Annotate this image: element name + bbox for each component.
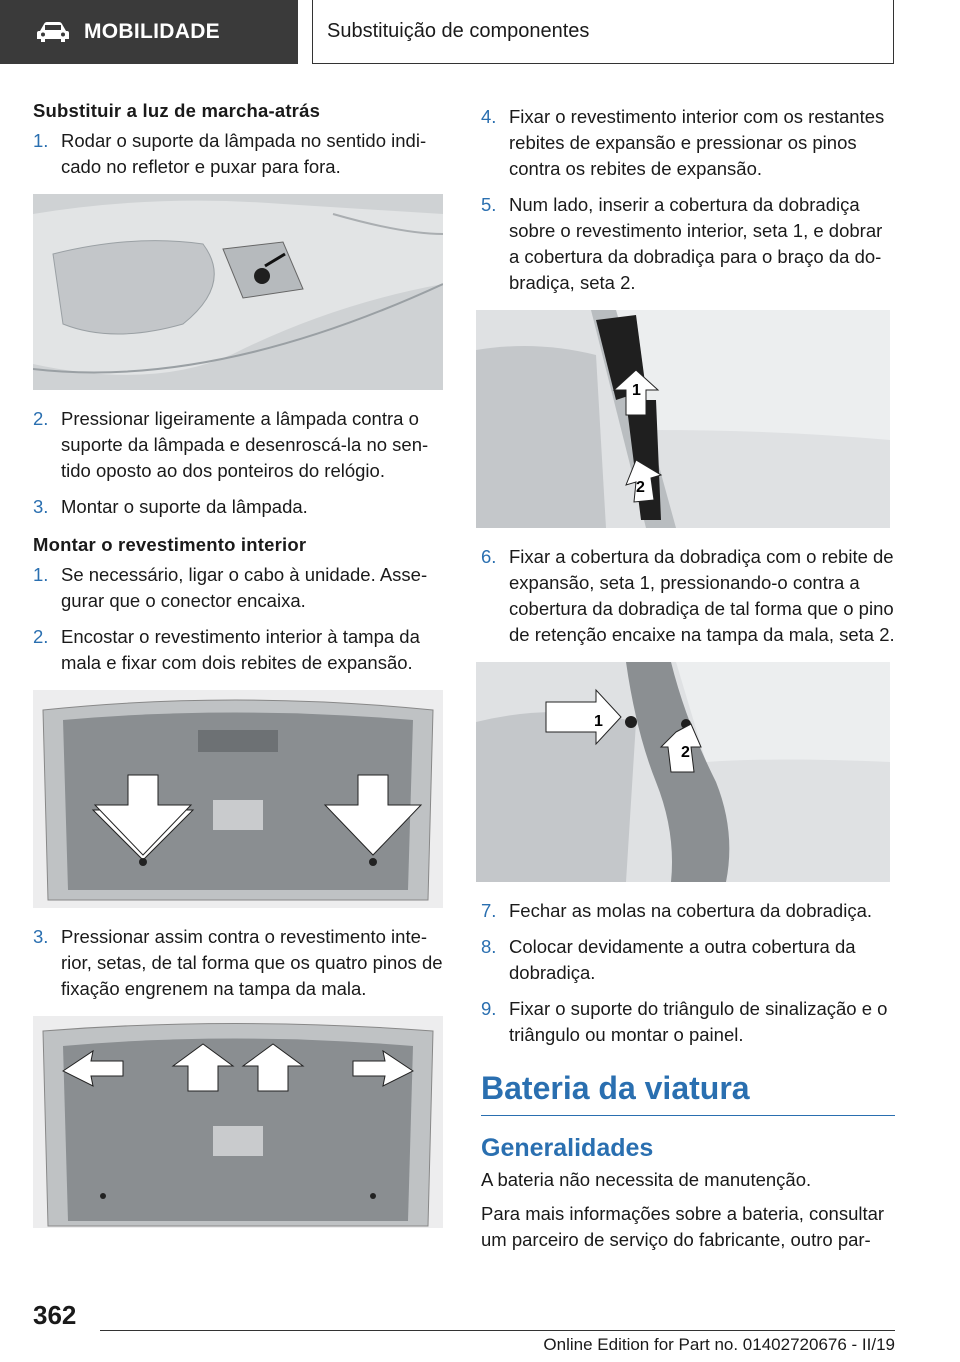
footer-edition: Online Edition for Part no. 01402720676 - II/19 bbox=[543, 1335, 895, 1354]
svg-text:1: 1 bbox=[632, 382, 641, 399]
list-item: 3. Pressionar assim contra o revestimento interior, setas, de tal forma que os quatro pinos de fixação engrenem na tampa da mala. bbox=[33, 926, 443, 999]
section-tab[interactable] bbox=[0, 0, 298, 64]
list-item: 8. Colocar devidamente a outra cobertura da dobradiça. bbox=[481, 936, 856, 983]
subsection-title-general: Generalidades bbox=[481, 1134, 654, 1162]
page-number: 362 bbox=[33, 1300, 77, 1330]
list-item: 7. Fechar as molas na cobertura da dobradiça. bbox=[481, 900, 873, 921]
chapter-title: Substituição de componentes bbox=[312, 0, 894, 64]
list-item: 3. Montar o suporte da lâmpada. bbox=[33, 496, 308, 517]
right-column bbox=[481, 104, 895, 1261]
paragraph: Para mais informações sobre a bateria, consultar um parceiro de serviço do fabricante, outro par- bbox=[481, 1203, 885, 1250]
list-item: 5. Num lado, inserir a cobertura da dobradiça sobre o revestimento interior, seta 1, e dobrar a cobertura da dobradiça para o braço da dobradiça, seta 2. bbox=[481, 194, 883, 293]
list-item: 9. Fixar o suporte do triângulo de sinalização e o triângulo ou montar o painel. bbox=[481, 998, 888, 1045]
illustration-lamp-holder bbox=[33, 194, 443, 390]
illustration-lining-four-pins bbox=[33, 1016, 443, 1228]
list-item: 6. Fixar a cobertura da dobradiça com o rebite de expansão, seta 1, pressionando-o contra a cobertura da dobradiça de tal forma que o pino de retenção encaixe na tampa da mala, seta 2. bbox=[481, 546, 895, 645]
footer-divider bbox=[100, 1330, 895, 1331]
list-item: 4. Fixar o revestimento interior com os restantes rebites de expansão e pressionar os pinos contra os rebites de expansão. bbox=[481, 106, 885, 179]
car-icon bbox=[36, 20, 70, 44]
svg-text:2: 2 bbox=[636, 479, 645, 496]
section-title-battery: Bateria da viatura bbox=[481, 1070, 895, 1116]
page-header bbox=[0, 0, 960, 66]
list-item: 2. Encostar o revestimento interior à tampa da mala e fixar com dois rebites de expansão. bbox=[33, 626, 420, 673]
svg-text:2: 2 bbox=[681, 744, 690, 761]
paragraph: A bateria não necessita de manutenção. bbox=[481, 1169, 812, 1190]
section-label: MOBILIDADE bbox=[84, 20, 220, 43]
illustration-hinge-cover-insert bbox=[476, 310, 890, 528]
list-item: 1. Rodar o suporte da lâmpada no sentido indicado no refletor e puxar para fora. bbox=[33, 130, 427, 177]
heading-mount-lining: Montar o revestimento interior bbox=[33, 534, 307, 555]
illustration-hinge-cover-rivet bbox=[476, 662, 890, 882]
heading-reverse-light: Substituir a luz de marcha-atrás bbox=[33, 100, 321, 121]
left-column bbox=[33, 100, 443, 1244]
list-item: 1. Se necessário, ligar o cabo à unidade. Assegurar que o conector encaixa. bbox=[33, 564, 428, 611]
illustration-lining-two-rivets bbox=[33, 690, 443, 908]
svg-text:1: 1 bbox=[594, 713, 603, 730]
list-item: 2. Pressionar ligeiramente a lâmpada contra o suporte da lâmpada e desenroscá-la no sentido oposto ao dos ponteiros do relógio. bbox=[33, 408, 429, 481]
